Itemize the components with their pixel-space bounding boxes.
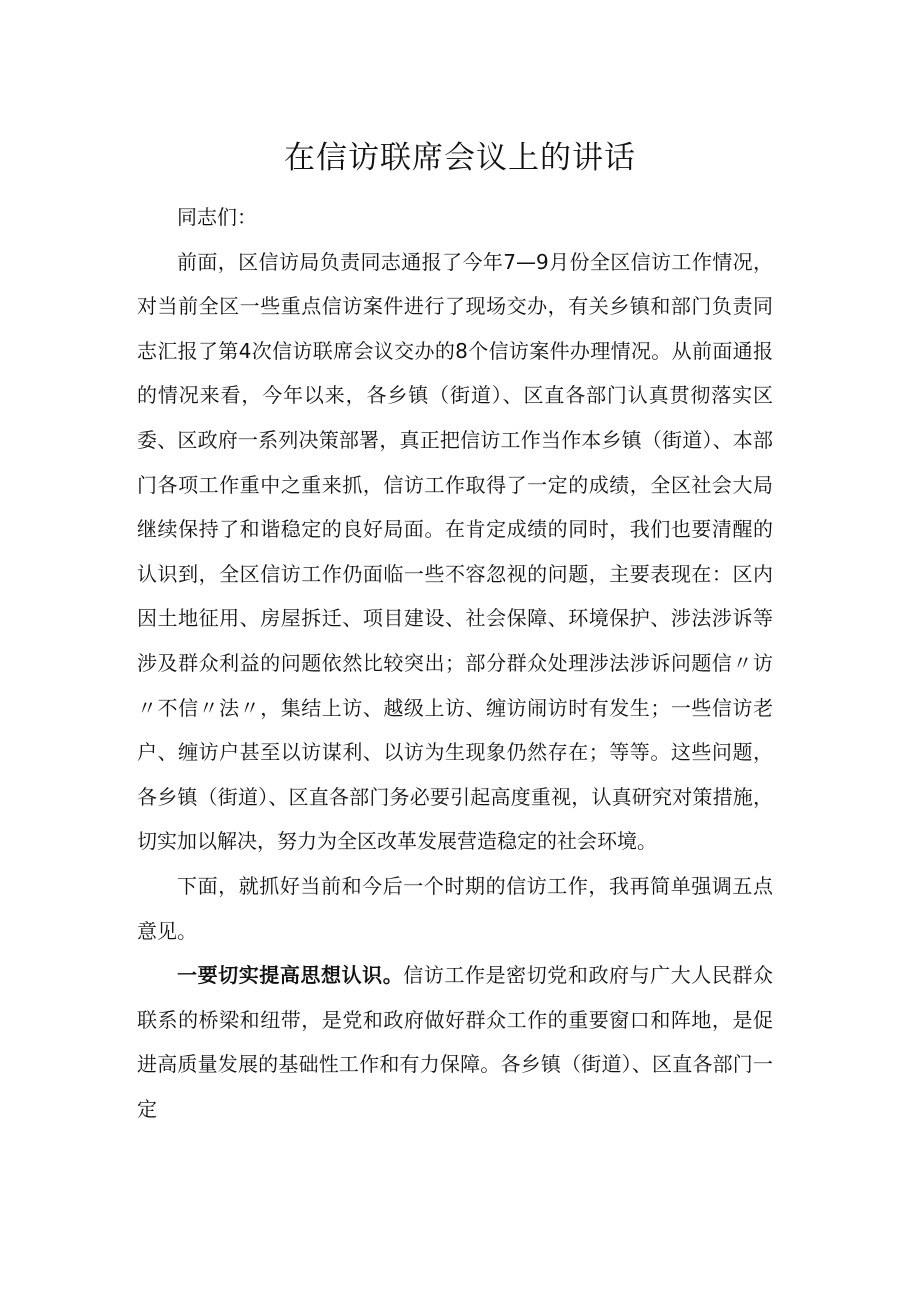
paragraph-3 bbox=[137, 953, 773, 1131]
greeting: 同志们： bbox=[177, 205, 257, 229]
document-body bbox=[137, 195, 773, 1131]
paragraph-2-text: 下面，就抓好当前和今后一个时期的信访工作，我再简单强调五点意见。 bbox=[137, 873, 773, 943]
paragraph-2 bbox=[137, 864, 773, 953]
paragraph-3-text: 信访工作是密切党和政府与广大人民群众联系的桥梁和纽带，是党和政府做好群众工作的重要窗口和阵地，是促进高质量发展的基础性工作和有力保障。各乡镇（街道）、区直各部门一定 bbox=[137, 963, 774, 1121]
page-title: 在信访联席会议上的讲话 bbox=[284, 140, 636, 176]
paragraph-1-text: 前面，区信访局负责同志通报了今年7—9月份全区信访工作情况，对当前全区一些重点信访案件进行了现场交办，有关乡镇和部门负责同志汇报了第4次信访联席会议交办的8个信访案件办理情况。从前面通报的情况来看，今年以来，各乡镇（街道）、区直各部门认真贯彻落实区委、区政府一系列决策部署，真正把信访工作当作本乡镇（街道）、本部门各项工作重中之重来抓，信访工作取得了一定的成绩，全区社会大局继续保持了和谐稳定的良好局面。在肯定成绩的同时，我们也要清醒的认识到，全区信访工作仍面临一些不容忽视的问题，主要表现在：区内因土地征用、房屋拆迁、项目建设、社会保障、环境保护、涉法涉诉等涉及群众利益的问题依然比较突出；部分群众处理涉法涉诉问题信〃访〃不信〃法〃，集结上访、越级上访、缠访闹访时有发生；一些信访老户、缠访户甚至以访谋利、以访为生现象仍然存在；等等。这些问题，各乡镇（街道）、区直各部门务必要引起高度重视，认真研究对策措施，切实加以解决，努力为全区改革发展营造稳定的社会环境。 bbox=[137, 249, 773, 854]
paragraph-1 bbox=[137, 240, 773, 864]
paragraph-3-lead: 一要切实提高思想认识。 bbox=[177, 963, 404, 988]
